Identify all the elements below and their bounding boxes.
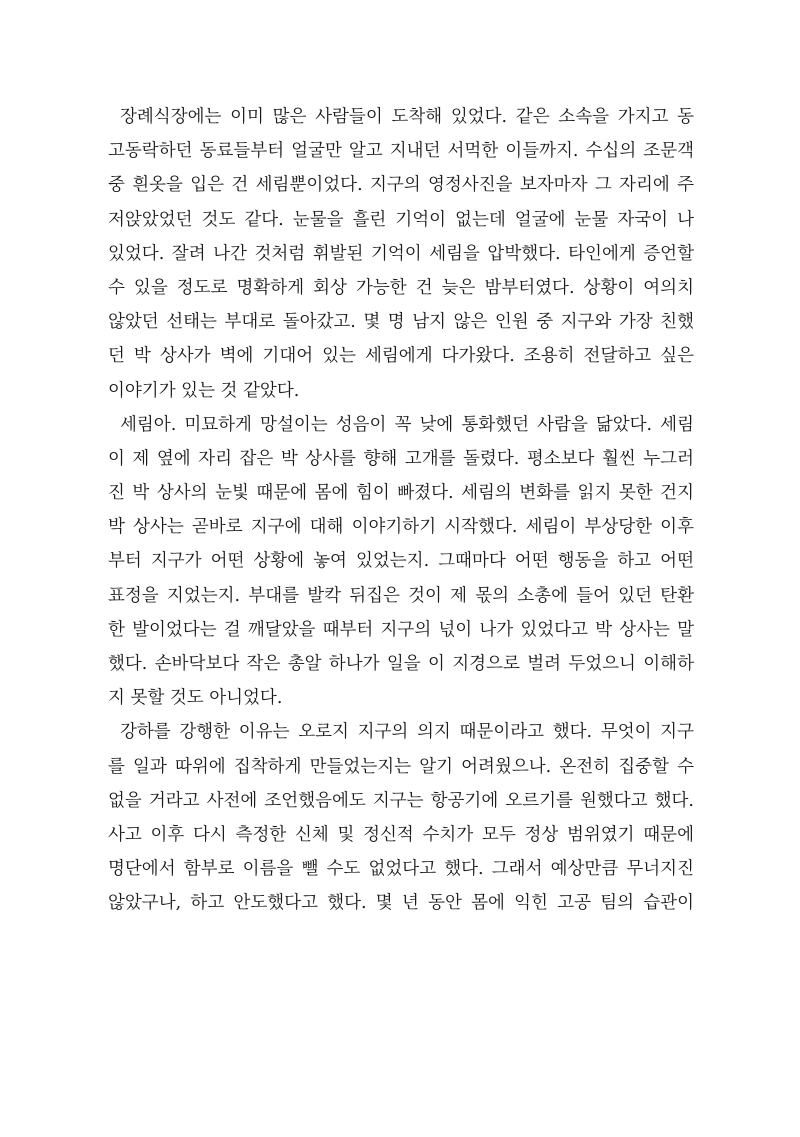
paragraph-1-line-2: 고동락하던 동료들부터 얼굴만 알고 지내던 서먹한 이들까지. 수십의 조문객: [108, 141, 694, 162]
body-text: [108, 100, 694, 921]
paragraph-2-line-6: 표정을 지었는지. 부대를 발칵 뒤집은 것이 제 몫의 소총에 들어 있던 탄환: [108, 585, 694, 606]
paragraph-2-line-3: 진 박 상사의 눈빛 때문에 몸에 힘이 빠졌다. 세림의 변화를 읽지 못한 건지: [108, 483, 694, 504]
paragraph-2-line-5: 부터 지구가 어떤 상황에 놓여 있었는지. 그때마다 어떤 행동을 하고 어떤: [108, 551, 694, 572]
paragraph-2-line-1: 세림아. 미묘하게 망설이는 성음이 꼭 낮에 통화했던 사람을 닮았다. 세림: [120, 414, 694, 435]
paragraph-3-line-6: 않았구나, 하고 안도했다고 했다. 몇 년 동안 몸에 익힌 고공 팀의 습관이: [108, 893, 694, 914]
paragraph-1-line-5: 있었다. 잘려 나간 것처럼 휘발된 기억이 세림을 압박했다. 타인에게 증언할: [108, 243, 694, 264]
paragraph-3-line-5: 명단에서 함부로 이름을 뺄 수도 없었다고 했다. 그래서 예상만큼 무너지진: [108, 859, 694, 880]
paragraph-2-line-9: 지 못할 것도 아니었다.: [108, 688, 283, 709]
paragraph-1-line-6: 수 있을 정도로 명확하게 회상 가능한 건 늦은 밤부터였다. 상황이 여의치: [108, 277, 694, 298]
paragraph-2-line-4: 박 상사는 곧바로 지구에 대해 이야기하기 시작했다. 세림이 부상당한 이후: [108, 517, 694, 538]
paragraph-1-line-1: 장례식장에는 이미 많은 사람들이 도착해 있었다. 같은 소속을 가지고 동: [120, 107, 694, 127]
paragraph-3-line-1: 강하를 강행한 이유는 오로지 지구의 의지 때문이라고 했다. 무엇이 지구: [120, 722, 694, 743]
paragraph-1-line-9: 이야기가 있는 것 같았다.: [108, 380, 300, 401]
paragraph-1-line-4: 저앉았었던 것도 같다. 눈물을 흘린 기억이 없는데 얼굴에 눈물 자국이 나: [108, 209, 694, 230]
paragraph-2-line-7: 한 발이었다는 걸 깨달았을 때부터 지구의 넋이 나가 있었다고 박 상사는 말: [108, 619, 694, 640]
paragraph-1-line-3: 중 흰옷을 입은 건 세림뿐이었다. 지구의 영정사진을 보자마자 그 자리에 주: [108, 175, 694, 196]
paragraph-2-line-8: 했다. 손바닥보다 작은 총알 하나가 일을 이 지경으로 벌려 두었으니 이해하: [108, 654, 694, 674]
paragraph-3-line-2: 를 일과 따위에 집착하게 만들었는지는 알기 어려웠으나. 온전히 집중할 수: [108, 756, 694, 777]
paragraph-3-line-4: 사고 이후 다시 측정한 신체 및 정신적 수치가 모두 정상 범위였기 때문에: [108, 824, 694, 845]
paragraph-1-line-8: 던 박 상사가 벽에 기대어 있는 세림에게 다가왔다. 조용히 전달하고 싶은: [108, 346, 694, 367]
paragraph-2-line-2: 이 제 옆에 자리 잡은 박 상사를 향해 고개를 돌렸다. 평소보다 훨씬 누그러: [108, 448, 694, 469]
paragraph-1-line-7: 않았던 선태는 부대로 돌아갔고. 몇 명 남지 않은 인원 중 지구와 가장 친했: [108, 312, 694, 333]
paragraph-3-line-3: 없을 거라고 사전에 조언했음에도 지구는 항공기에 오르기를 원했다고 했다.: [108, 790, 694, 811]
